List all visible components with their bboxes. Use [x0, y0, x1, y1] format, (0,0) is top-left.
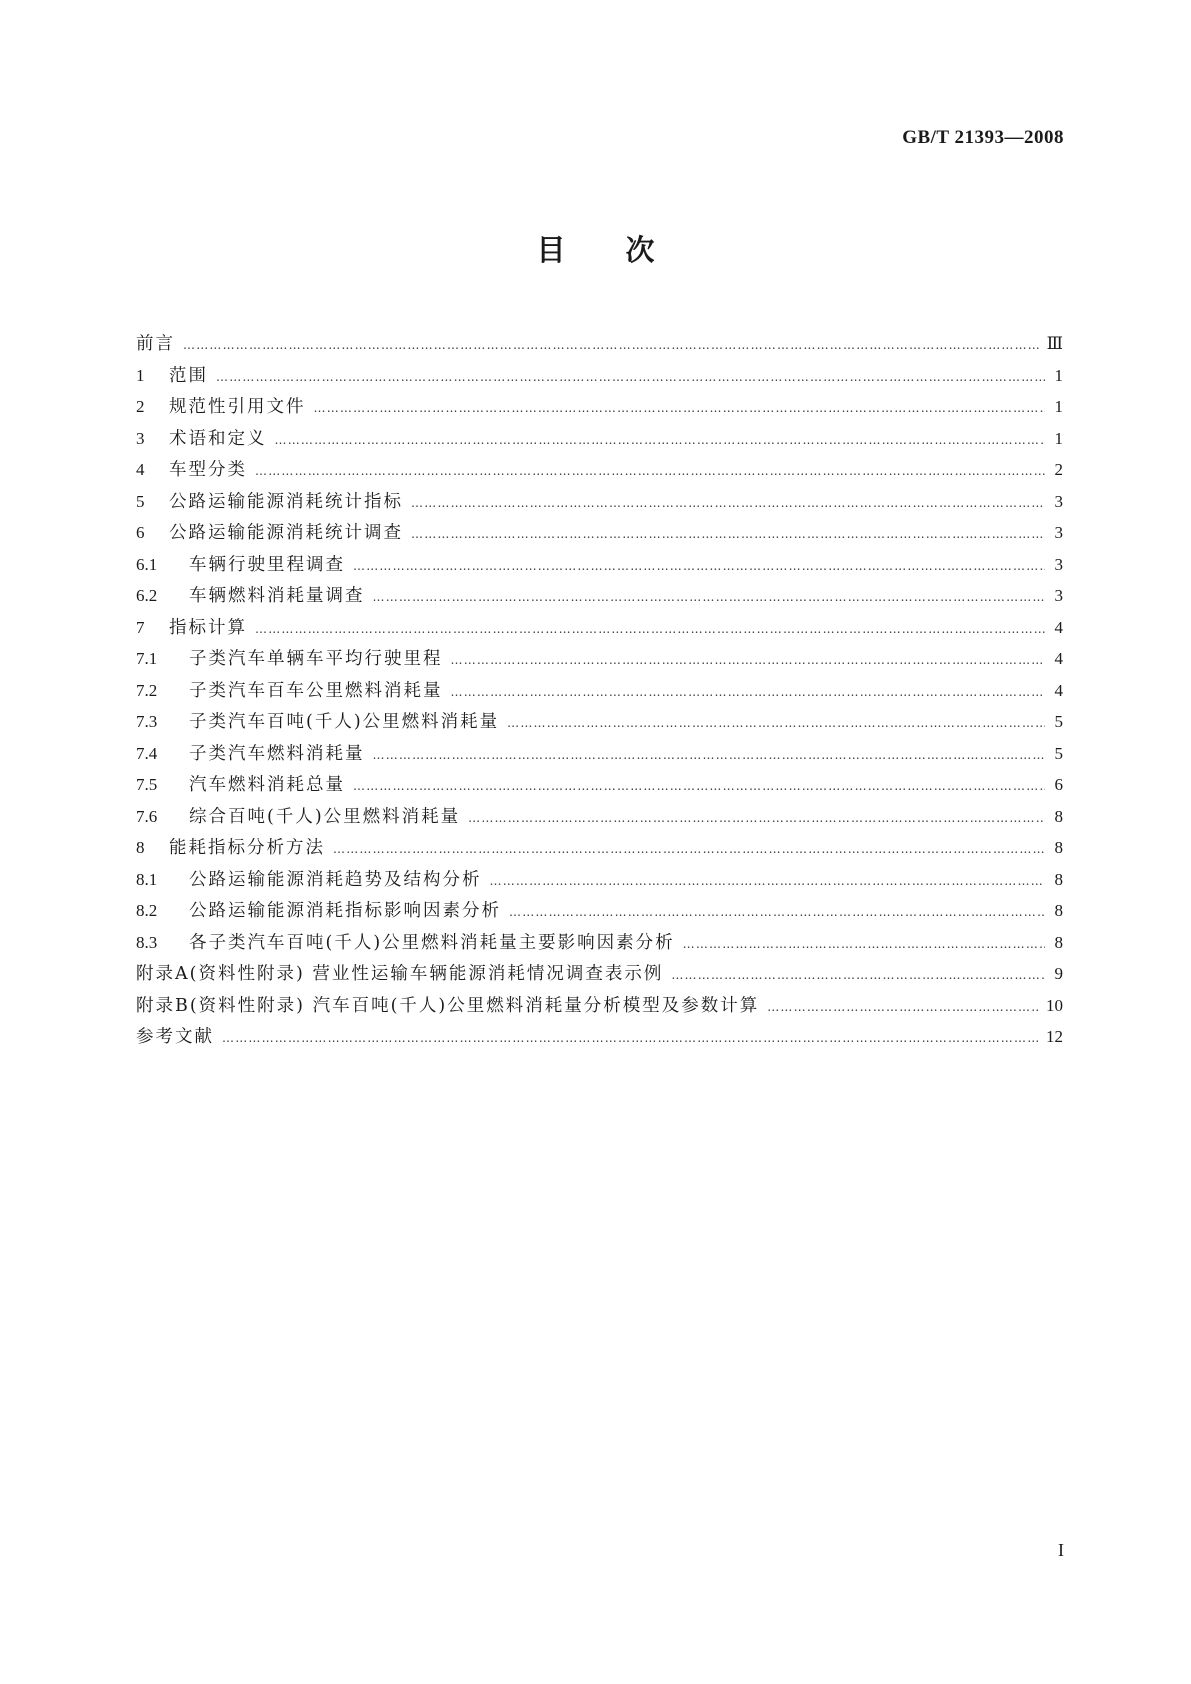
toc-entry-7-1[interactable] — [136, 643, 1063, 675]
toc-leader-dots — [451, 645, 1046, 677]
toc-entry-page: 4 — [1054, 680, 1063, 700]
page-title: 目次 — [536, 233, 715, 267]
toc-entry-page: 2 — [1054, 460, 1063, 479]
toc-entry-label: 子类汽车燃料消耗量 — [189, 743, 365, 764]
toc-entry-page: 3 — [1054, 491, 1063, 511]
toc-entry-number: 7.1 — [136, 649, 158, 668]
toc-leader-dots — [183, 330, 1039, 362]
toc-entry-page: 1 — [1054, 428, 1063, 448]
toc-leader-dots — [671, 960, 1045, 992]
toc-entry-references[interactable] — [136, 1021, 1063, 1053]
toc-entry-8-3[interactable] — [136, 927, 1063, 959]
toc-leader-dots — [353, 771, 1045, 803]
toc-entry-number: 7.5 — [136, 775, 158, 794]
toc-entry-3[interactable] — [136, 423, 1063, 455]
toc-entry-6-1[interactable] — [136, 549, 1063, 581]
toc-leader-dots — [468, 803, 1045, 835]
toc-entry-page: 3 — [1054, 523, 1063, 542]
toc-leader-dots — [255, 614, 1045, 646]
toc-leader-dots — [509, 897, 1045, 929]
toc-entry-page: 5 — [1054, 743, 1063, 763]
toc-leader-dots — [353, 551, 1045, 583]
toc-leader-dots — [767, 992, 1038, 1024]
toc-entry-number: 3 — [136, 428, 145, 448]
toc-entry-page: 4 — [1054, 649, 1063, 668]
toc-entry-number: 8 — [136, 838, 145, 857]
toc-entry-label: 指标计算 — [169, 617, 247, 638]
toc-entry-label: 汽车燃料消耗总量 — [189, 775, 345, 795]
toc-entry-label: 子类汽车单辆车平均行驶里程 — [189, 649, 443, 669]
toc-leader-dots — [373, 740, 1046, 772]
toc-entry-label: 规范性引用文件 — [169, 397, 306, 417]
toc-entry-7[interactable] — [136, 612, 1063, 644]
toc-entry-page: 8 — [1054, 838, 1063, 857]
toc-entry-6-2[interactable] — [136, 580, 1063, 612]
toc-entry-label: 子类汽车百吨(千人)公里燃料消耗量 — [189, 712, 500, 732]
toc-entry-7-3[interactable] — [136, 706, 1063, 738]
toc-entry-page: 8 — [1054, 806, 1063, 826]
toc-entry-7-2[interactable] — [136, 675, 1063, 707]
toc-leader-dots — [507, 708, 1045, 740]
toc-entry-label: 公路运输能源消耗统计指标 — [169, 491, 403, 512]
toc-entry-label: 公路运输能源消耗统计调查 — [169, 523, 403, 543]
toc-entry-label: 各子类汽车百吨(千人)公里燃料消耗量主要影响因素分析 — [189, 932, 675, 953]
toc-leader-dots — [411, 519, 1045, 551]
toc-leader-dots — [373, 582, 1046, 614]
toc-entry-number: 1 — [136, 365, 145, 385]
toc-entry-label: 前言 — [136, 334, 175, 354]
toc-entry-7-5[interactable] — [136, 769, 1063, 801]
toc-leader-dots — [255, 456, 1045, 488]
toc-entry-label: 子类汽车百车公里燃料消耗量 — [189, 680, 443, 701]
toc-entry-label: 能耗指标分析方法 — [169, 838, 325, 858]
toc-entry-page: 10 — [1046, 995, 1063, 1015]
toc-entry-label: 综合百吨(千人)公里燃料消耗量 — [189, 806, 461, 827]
toc-entry-number: 7.4 — [136, 743, 158, 763]
toc-entry-number: 7 — [136, 617, 145, 637]
toc-leader-dots — [222, 1023, 1038, 1055]
toc-entry-appendix-b[interactable] — [136, 990, 1063, 1022]
table-of-contents — [136, 328, 1063, 1053]
toc-entry-4[interactable] — [136, 454, 1063, 486]
toc-entry-page: 5 — [1054, 712, 1063, 731]
toc-entry-number: 8.1 — [136, 869, 158, 889]
toc-leader-dots — [314, 393, 1046, 425]
toc-leader-dots — [216, 362, 1045, 394]
toc-entry-6[interactable] — [136, 517, 1063, 549]
toc-entry-label: 公路运输能源消耗趋势及结构分析 — [189, 869, 482, 890]
toc-entry-8-2[interactable] — [136, 895, 1063, 927]
toc-leader-dots — [683, 929, 1045, 961]
toc-entry-number: 2 — [136, 397, 145, 416]
toc-entry-label: 车型分类 — [169, 460, 247, 480]
toc-leader-dots — [333, 834, 1045, 866]
toc-entry-page: 3 — [1054, 554, 1063, 574]
toc-entry-number: 7.2 — [136, 680, 158, 700]
toc-entry-label: 附录B(资料性附录) 汽车百吨(千人)公里燃料消耗量分析模型及参数计算 — [136, 995, 760, 1016]
toc-entry-label: 术语和定义 — [169, 428, 267, 449]
toc-leader-dots — [451, 677, 1046, 709]
toc-entry-number: 7.3 — [136, 712, 158, 731]
toc-entry-number: 8.2 — [136, 901, 158, 920]
toc-entry-page: 8 — [1054, 932, 1063, 952]
toc-entry-2[interactable] — [136, 391, 1063, 423]
toc-entry-page: 1 — [1054, 365, 1063, 385]
toc-entry-foreword[interactable] — [136, 328, 1063, 360]
toc-entry-label: 范围 — [169, 365, 208, 386]
toc-entry-label: 车辆行驶里程调查 — [189, 554, 345, 575]
toc-entry-number: 6.1 — [136, 554, 158, 574]
toc-entry-page: 12 — [1046, 1027, 1063, 1046]
toc-entry-page: 9 — [1054, 964, 1063, 983]
toc-entry-label: 公路运输能源消耗指标影响因素分析 — [189, 901, 501, 921]
toc-entry-number: 4 — [136, 460, 145, 479]
toc-entry-page: 3 — [1054, 586, 1063, 605]
toc-leader-dots — [275, 425, 1046, 457]
toc-entry-number: 8.3 — [136, 932, 158, 952]
toc-entry-number: 6 — [136, 523, 145, 542]
page-number: I — [1058, 1540, 1064, 1560]
toc-entry-number: 5 — [136, 491, 145, 511]
toc-entry-8-1[interactable] — [136, 864, 1063, 896]
toc-entry-7-6[interactable] — [136, 801, 1063, 833]
toc-entry-label: 附录A(资料性附录) 营业性运输车辆能源消耗情况调查表示例 — [136, 964, 664, 984]
toc-entry-number: 7.6 — [136, 806, 158, 826]
toc-leader-dots — [490, 866, 1046, 898]
toc-entry-label: 参考文献 — [136, 1027, 214, 1047]
standard-code: GB/T 21393—2008 — [902, 127, 1064, 148]
toc-entry-number: 6.2 — [136, 586, 158, 605]
toc-entry-label: 车辆燃料消耗量调查 — [189, 586, 365, 606]
toc-entry-1[interactable] — [136, 360, 1063, 392]
toc-entry-page: 8 — [1054, 869, 1063, 889]
toc-leader-dots — [411, 488, 1045, 520]
toc-entry-page: 1 — [1054, 397, 1063, 416]
toc-entry-page: 4 — [1054, 617, 1063, 637]
toc-entry-page: 8 — [1054, 901, 1063, 920]
toc-entry-page: Ⅲ — [1046, 334, 1063, 353]
toc-entry-7-4[interactable] — [136, 738, 1063, 770]
toc-entry-appendix-a[interactable] — [136, 958, 1063, 990]
toc-entry-page: 6 — [1054, 775, 1063, 794]
toc-entry-8[interactable] — [136, 832, 1063, 864]
toc-entry-5[interactable] — [136, 486, 1063, 518]
